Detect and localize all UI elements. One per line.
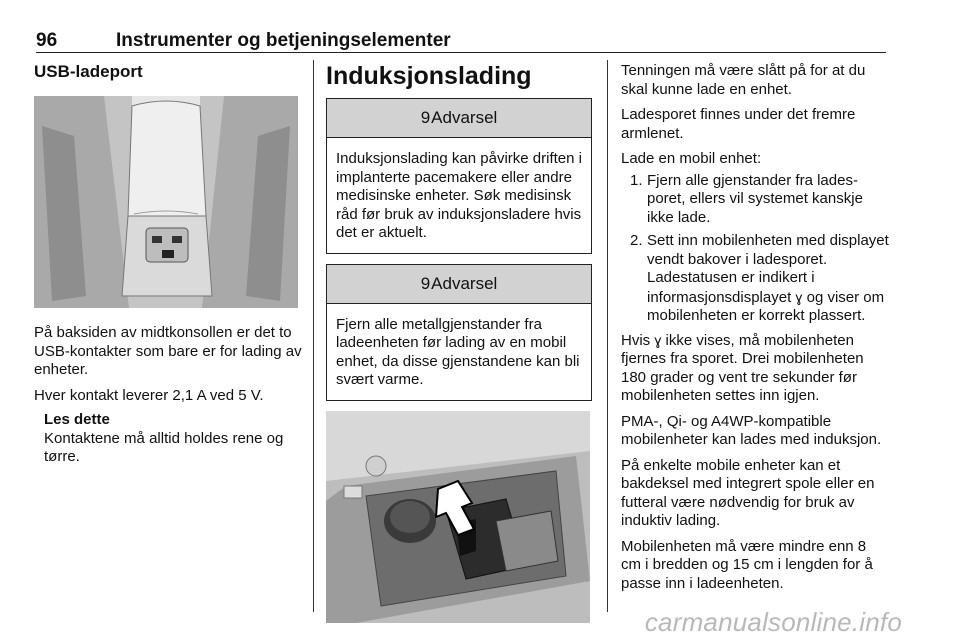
page-number: 96 bbox=[36, 30, 58, 51]
column-divider bbox=[313, 60, 314, 612]
warning-triangle-icon: 9 bbox=[420, 108, 431, 127]
usb-paragraph: På baksiden av midtkonsollen er det to USB-kontakter som bare er for lading av enheter. bbox=[34, 324, 302, 378]
running-title: Instrumenter og betjeningselementer bbox=[116, 30, 451, 51]
section-heading: USB-ladeport bbox=[34, 62, 143, 81]
paragraph: Tenningen må være slått på for at du skal kunne lade en enhet. bbox=[621, 62, 866, 98]
section-heading: Induksjonslading bbox=[326, 62, 532, 90]
charging-slot-photo bbox=[326, 411, 590, 623]
paragraph: Ladesporet finnes under det fremre armlenet. bbox=[621, 106, 856, 142]
note-title: Les dette bbox=[44, 411, 110, 428]
usb-paragraph: Hver kontakt leverer 2,1 A ved 5 V. bbox=[34, 386, 264, 404]
induction-section bbox=[326, 62, 592, 623]
phone-charging-icon: ɣ bbox=[654, 331, 662, 348]
usb-port-photo bbox=[34, 96, 298, 308]
paragraph: Lade en mobil enhet: bbox=[621, 150, 762, 167]
note-text: Kontaktene må alltid holdes rene og tørre. bbox=[44, 429, 284, 465]
note-box bbox=[34, 411, 302, 467]
watermark: carmanualsonline.info bbox=[644, 607, 902, 637]
steps-list bbox=[621, 172, 889, 326]
warning-text: Fjern alle metallgjenstander fra ladeenheten før lading av en mobil enhet, da disse gjenstandene kan bli svært varme. bbox=[336, 315, 580, 388]
page-header bbox=[36, 30, 886, 53]
instructions-section bbox=[621, 62, 889, 593]
paragraph: Mobilenheten må være mindre enn 8 cm i bredden og 15 cm i lengden for å passe inn i ladeenheten. bbox=[621, 537, 873, 592]
paragraph: På enkelte mobile enheter kan et bakdeksel med integrert spole eller en futteral være nødvendig for bruk av induktiv lading. bbox=[621, 456, 875, 529]
list-item: 2. Sett inn mobilenheten med displayet vendt bakover i ladesporet. Ladestatusen er indikert i informasjonsdisplayet ɣ og viser om mobilenheten er korrekt plassert. bbox=[630, 232, 889, 324]
warning-label: Advarsel bbox=[431, 108, 498, 127]
warning-header bbox=[327, 265, 591, 304]
warning-triangle-icon: 9 bbox=[420, 273, 431, 293]
phone-charging-icon: ɣ bbox=[795, 288, 803, 305]
list-item: 1. Fjern alle gjenstander fra ladesporet, ellers vil systemet kanskje ikke lade. bbox=[630, 171, 863, 226]
warning-header bbox=[327, 99, 591, 138]
paragraph: PMA-, Qi- og A4WP-kompatible mobilenheter kan lades med induksjon. bbox=[621, 412, 882, 448]
column-divider bbox=[607, 60, 608, 612]
warning-text: Induksjonslading kan påvirke driften i implanterte pacemakere eller andre medisinske enheter. Søk medisinsk råd før bruk av induksjonsladere hvis det er aktuelt. bbox=[336, 150, 582, 241]
paragraph: Hvis ɣ ikke vises, må mobilenheten fjernes fra sporet. Drei mobilenheten 180 grader og vent tre sekunder før mobilenheten settes inn igjen. bbox=[621, 331, 864, 404]
warning-box bbox=[326, 98, 592, 254]
warning-box bbox=[326, 264, 592, 401]
usb-section bbox=[34, 62, 302, 467]
warning-label: Advarsel bbox=[431, 273, 498, 293]
